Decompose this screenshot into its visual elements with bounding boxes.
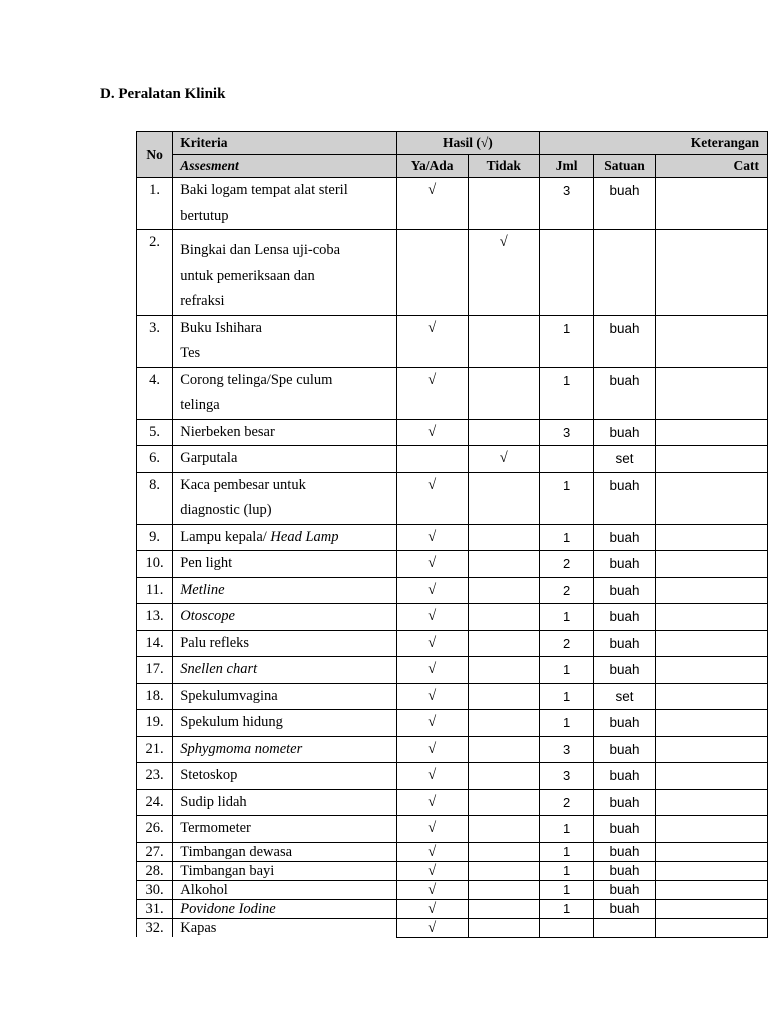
row-jml: 1 (539, 524, 594, 551)
criteria-italic: Sphygmoma nometer (180, 740, 303, 757)
row-ya-check: √ (396, 178, 468, 230)
header-satuan: Satuan (594, 155, 655, 178)
criteria-line: Stetoskop (180, 767, 238, 783)
row-catt (655, 604, 767, 631)
row-satuan: buah (594, 419, 655, 446)
row-tidak-check (468, 736, 539, 763)
row-number: 17. (137, 657, 173, 684)
row-tidak-check (468, 842, 539, 861)
criteria-italic: Snellen chart (180, 661, 258, 677)
criteria-line: Bingkai dan Lensa uji-coba (180, 242, 341, 258)
row-ya-check: √ (396, 842, 468, 861)
row-number: 13. (137, 604, 173, 631)
row-criteria (173, 710, 397, 737)
row-criteria (173, 367, 397, 419)
row-ya-check: √ (396, 630, 468, 657)
row-satuan: buah (594, 657, 655, 684)
row-satuan: buah (594, 524, 655, 551)
row-satuan: buah (594, 789, 655, 816)
criteria-line: Palu refleks (180, 634, 250, 651)
header-tidak: Tidak (468, 155, 539, 178)
criteria-italic: Povidone Iodine (180, 900, 276, 917)
row-catt (655, 524, 767, 551)
row-jml: 1 (539, 315, 594, 367)
table-row (137, 367, 768, 419)
criteria-line: Corong telinga/Spe culum (180, 371, 333, 388)
row-catt (655, 315, 767, 367)
row-catt (655, 446, 767, 473)
row-satuan: buah (594, 630, 655, 657)
row-satuan: set (594, 683, 655, 710)
row-ya-check: √ (396, 918, 468, 937)
row-satuan: buah (594, 178, 655, 230)
row-ya-check: √ (396, 604, 468, 631)
row-ya-check: √ (396, 880, 468, 899)
row-number: 10. (137, 551, 173, 578)
row-ya-check: √ (396, 577, 468, 604)
row-tidak-check (468, 577, 539, 604)
row-criteria (173, 657, 397, 684)
row-jml (539, 918, 594, 937)
row-jml: 1 (539, 816, 594, 843)
row-catt (655, 419, 767, 446)
row-jml: 1 (539, 472, 594, 524)
row-satuan: buah (594, 604, 655, 631)
criteria-italic: Head Lamp (270, 528, 339, 545)
row-ya-check: √ (396, 524, 468, 551)
row-criteria (173, 604, 397, 631)
row-number: 31. (137, 899, 173, 918)
row-jml: 1 (539, 861, 594, 880)
row-tidak-check (468, 816, 539, 843)
table-row (137, 861, 768, 880)
table-row (137, 763, 768, 790)
row-ya-check: √ (396, 315, 468, 367)
row-number: 23. (137, 763, 173, 790)
header-no: No (137, 132, 173, 178)
table-body (137, 178, 768, 938)
table-row (137, 630, 768, 657)
row-catt (655, 551, 767, 578)
row-number: 18. (137, 683, 173, 710)
table-row (137, 551, 768, 578)
table-row (137, 230, 768, 316)
row-jml: 3 (539, 419, 594, 446)
row-catt (655, 367, 767, 419)
row-ya-check: √ (396, 861, 468, 880)
row-jml: 1 (539, 899, 594, 918)
row-criteria (173, 918, 397, 937)
table-row (137, 899, 768, 918)
row-tidak-check (468, 551, 539, 578)
table-row (137, 524, 768, 551)
row-catt (655, 763, 767, 790)
table-row (137, 816, 768, 843)
row-satuan (594, 918, 655, 937)
row-tidak-check (468, 524, 539, 551)
row-number: 28. (137, 861, 173, 880)
row-catt (655, 577, 767, 604)
section-title: D. Peralatan Klinik (100, 86, 226, 102)
row-catt (655, 736, 767, 763)
row-tidak-check (468, 710, 539, 737)
row-ya-check: √ (396, 899, 468, 918)
row-ya-check (396, 446, 468, 473)
row-ya-check: √ (396, 419, 468, 446)
header-hasil: Hasil (√) (396, 132, 539, 155)
row-jml: 1 (539, 710, 594, 737)
row-catt (655, 918, 767, 937)
table-row (137, 657, 768, 684)
row-tidak-check (468, 472, 539, 524)
row-number: 30. (137, 880, 173, 899)
row-criteria (173, 551, 397, 578)
criteria-line: Spekulumvagina (180, 687, 278, 704)
row-ya-check: √ (396, 551, 468, 578)
row-criteria (173, 736, 397, 763)
row-catt (655, 178, 767, 230)
table-row (137, 446, 768, 473)
row-number: 21. (137, 736, 173, 763)
row-catt (655, 230, 767, 316)
row-satuan: buah (594, 710, 655, 737)
row-number: 32. (137, 918, 173, 937)
row-criteria (173, 880, 397, 899)
row-criteria (173, 899, 397, 918)
criteria-line: diagnostic (lup) (180, 502, 272, 518)
table-row (137, 736, 768, 763)
row-satuan: buah (594, 899, 655, 918)
row-ya-check: √ (396, 763, 468, 790)
row-jml: 3 (539, 736, 594, 763)
row-catt (655, 789, 767, 816)
row-criteria (173, 230, 397, 316)
table-row (137, 315, 768, 367)
table-row (137, 683, 768, 710)
row-number: 3. (137, 315, 173, 367)
row-satuan: buah (594, 880, 655, 899)
row-tidak-check (468, 899, 539, 918)
row-ya-check: √ (396, 683, 468, 710)
row-catt (655, 710, 767, 737)
table-row (137, 918, 768, 937)
row-number: 27. (137, 842, 173, 861)
row-jml: 2 (539, 789, 594, 816)
row-number: 4. (137, 367, 173, 419)
row-jml: 2 (539, 630, 594, 657)
row-jml: 2 (539, 551, 594, 578)
row-number: 9. (137, 524, 173, 551)
table-row (137, 178, 768, 230)
row-tidak-check (468, 657, 539, 684)
row-jml: 3 (539, 178, 594, 230)
row-tidak-check (468, 367, 539, 419)
row-catt (655, 880, 767, 899)
row-number: 19. (137, 710, 173, 737)
row-tidak-check (468, 683, 539, 710)
row-tidak-check: √ (468, 446, 539, 473)
row-ya-check: √ (396, 472, 468, 524)
criteria-line: Tes (180, 345, 201, 361)
row-criteria: Lampu kepala/ Head Lamp (173, 524, 397, 551)
row-tidak-check (468, 861, 539, 880)
header-keterangan: Keterangan (539, 132, 767, 155)
table-row (137, 789, 768, 816)
row-tidak-check (468, 315, 539, 367)
row-jml: 1 (539, 683, 594, 710)
row-jml: 2 (539, 577, 594, 604)
criteria-line: Kapas (180, 919, 217, 936)
row-jml: 1 (539, 367, 594, 419)
criteria-line: Nierbeken besar (180, 423, 275, 440)
criteria-line: Timbangan bayi (180, 862, 275, 879)
criteria-italic: Metline (180, 581, 225, 598)
row-number: 14. (137, 630, 173, 657)
row-ya-check: √ (396, 789, 468, 816)
row-number: 24. (137, 789, 173, 816)
row-criteria (173, 763, 397, 790)
criteria-line: telinga (180, 397, 220, 413)
row-catt (655, 683, 767, 710)
row-satuan: buah (594, 577, 655, 604)
header-assesment: Assesment (173, 155, 397, 178)
row-tidak-check (468, 419, 539, 446)
row-ya-check: √ (396, 710, 468, 737)
criteria-line: Spekulum hidung (180, 714, 283, 730)
row-jml: 1 (539, 604, 594, 631)
row-criteria (173, 577, 397, 604)
row-satuan: buah (594, 861, 655, 880)
criteria-line: Kaca pembesar untuk (180, 476, 306, 493)
row-ya-check (396, 230, 468, 316)
criteria-line: Alkohol (180, 881, 228, 898)
criteria-line: bertutup (180, 207, 229, 224)
row-criteria (173, 816, 397, 843)
row-tidak-check (468, 630, 539, 657)
row-tidak-check (468, 604, 539, 631)
row-criteria (173, 315, 397, 367)
table-row (137, 419, 768, 446)
row-tidak-check (468, 178, 539, 230)
row-criteria (173, 178, 397, 230)
row-jml (539, 446, 594, 473)
row-satuan: buah (594, 736, 655, 763)
criteria-line: Pen light (180, 555, 233, 571)
row-criteria (173, 630, 397, 657)
row-satuan: set (594, 446, 655, 473)
row-tidak-check (468, 918, 539, 937)
row-number: 11. (137, 577, 173, 604)
header-ya-ada: Ya/Ada (396, 155, 468, 178)
row-jml: 3 (539, 763, 594, 790)
equipment-table (136, 131, 768, 938)
row-number: 5. (137, 419, 173, 446)
criteria-line: Timbangan dewasa (180, 843, 293, 860)
row-catt (655, 816, 767, 843)
criteria-line: Garputala (180, 450, 238, 466)
table-row (137, 842, 768, 861)
criteria-line: refraksi (180, 293, 225, 309)
table-row (137, 604, 768, 631)
row-criteria (173, 683, 397, 710)
row-catt (655, 861, 767, 880)
row-jml: 1 (539, 842, 594, 861)
row-criteria (173, 446, 397, 473)
row-satuan: buah (594, 763, 655, 790)
row-satuan: buah (594, 472, 655, 524)
row-criteria (173, 842, 397, 861)
row-ya-check: √ (396, 816, 468, 843)
row-catt (655, 842, 767, 861)
row-catt (655, 472, 767, 524)
table-row (137, 577, 768, 604)
row-satuan: buah (594, 315, 655, 367)
row-satuan: buah (594, 816, 655, 843)
row-ya-check: √ (396, 367, 468, 419)
row-number: 2. (137, 230, 173, 316)
criteria-line: Termometer (180, 820, 251, 836)
criteria-line: Buku Ishihara (180, 319, 262, 336)
table-row (137, 880, 768, 899)
row-tidak-check: √ (468, 230, 539, 316)
row-catt (655, 630, 767, 657)
row-criteria (173, 419, 397, 446)
row-criteria (173, 861, 397, 880)
row-criteria (173, 789, 397, 816)
row-number: 8. (137, 472, 173, 524)
row-criteria (173, 472, 397, 524)
criteria-italic: Otoscope (180, 608, 235, 624)
criteria-line: Sudip lidah (180, 793, 247, 810)
row-tidak-check (468, 763, 539, 790)
criteria-line: untuk pemeriksaan dan (180, 267, 315, 284)
row-jml: 1 (539, 657, 594, 684)
row-number: 1. (137, 178, 173, 230)
row-tidak-check (468, 789, 539, 816)
row-catt (655, 899, 767, 918)
row-ya-check: √ (396, 657, 468, 684)
row-jml (539, 230, 594, 316)
row-satuan: buah (594, 842, 655, 861)
header-jml: Jml (539, 155, 594, 178)
row-jml: 1 (539, 880, 594, 899)
row-ya-check: √ (396, 736, 468, 763)
row-catt (655, 657, 767, 684)
row-satuan: buah (594, 367, 655, 419)
row-satuan (594, 230, 655, 316)
row-number: 26. (137, 816, 173, 843)
header-catt: Catt (655, 155, 767, 178)
row-satuan: buah (594, 551, 655, 578)
criteria-line (180, 230, 396, 238)
header-kriteria: Kriteria (173, 132, 397, 155)
criteria-line: Baki logam tempat alat steril (180, 182, 348, 198)
table-row (137, 472, 768, 524)
row-number: 6. (137, 446, 173, 473)
table-row (137, 710, 768, 737)
row-tidak-check (468, 880, 539, 899)
